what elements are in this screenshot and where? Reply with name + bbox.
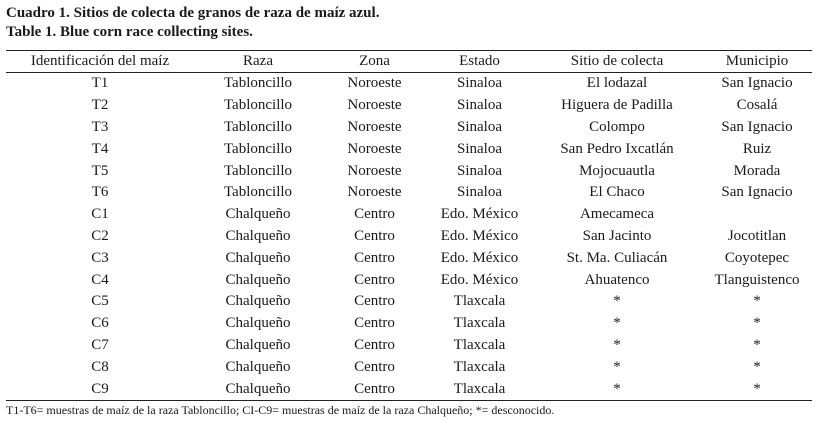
table-row	[6, 138, 812, 160]
cell-race: Tabloncillo	[223, 75, 293, 92]
cell-zone: Noroeste	[347, 75, 402, 92]
cell-race: Chalqueño	[225, 271, 291, 288]
cell-municipality: *	[753, 380, 761, 397]
cell-collecting-site: *	[613, 358, 621, 375]
cell-race: Chalqueño	[225, 336, 291, 353]
table-row	[6, 160, 812, 182]
cell-zone: Centro	[354, 206, 395, 223]
cell-zone: Noroeste	[347, 97, 402, 114]
cell-zone: Centro	[354, 249, 395, 266]
cell-collecting-site: Higuera de Padilla	[561, 97, 673, 114]
cell-state: Edo. México	[440, 206, 519, 223]
cell-municipality: Cosalá	[736, 97, 778, 114]
table-row	[6, 335, 812, 357]
table-row	[6, 117, 812, 139]
column-header-maize-id: Identificación del maíz	[30, 53, 170, 69]
cell-state: Sinaloa	[457, 140, 502, 157]
cell-state: Edo. México	[440, 227, 519, 244]
cell-collecting-site: Mojocuautla	[579, 162, 655, 179]
cell-maize-id: T6	[91, 184, 109, 201]
column-header-collecting-site: Sitio de colecta	[570, 53, 664, 69]
cell-maize-id: C7	[91, 336, 109, 353]
cell-zone: Centro	[354, 380, 395, 397]
cell-race: Tabloncillo	[223, 184, 293, 201]
cell-municipality	[702, 204, 812, 226]
table-row	[6, 95, 812, 117]
cell-state: Sinaloa	[457, 97, 502, 114]
cell-zone: Centro	[354, 315, 395, 332]
table-header-row	[6, 51, 812, 73]
cell-municipality: Morada	[733, 162, 781, 179]
cell-municipality: San Ignacio	[721, 184, 793, 201]
cell-state: Tlaxcala	[453, 315, 506, 332]
table-row	[6, 226, 812, 248]
cell-municipality: *	[753, 336, 761, 353]
cell-maize-id: C9	[91, 380, 109, 397]
cell-collecting-site: *	[613, 380, 621, 397]
cell-maize-id: T2	[91, 97, 109, 114]
cell-municipality: San Ignacio	[721, 75, 793, 92]
cell-state: Tlaxcala	[453, 336, 506, 353]
cell-state: Sinaloa	[457, 75, 502, 92]
cell-zone: Noroeste	[347, 118, 402, 135]
cell-collecting-site: El lodazal	[586, 75, 648, 92]
cell-maize-id: C1	[91, 206, 109, 223]
cell-collecting-site: St. Ma. Culiacán	[566, 249, 668, 266]
cell-race: Tabloncillo	[223, 140, 293, 157]
cell-race: Chalqueño	[225, 380, 291, 397]
cell-municipality: *	[753, 358, 761, 375]
cell-state: Sinaloa	[457, 184, 502, 201]
cell-municipality: *	[753, 315, 761, 332]
cell-collecting-site: San Pedro Ixcatlán	[560, 140, 674, 157]
table-row	[6, 204, 812, 226]
caption-english: Table 1. Blue corn race collecting sites.	[6, 24, 253, 40]
cell-collecting-site: San Jacinto	[582, 227, 652, 244]
cell-race: Tabloncillo	[223, 162, 293, 179]
document	[6, 4, 812, 418]
cell-race: Chalqueño	[225, 206, 291, 223]
cell-collecting-site: Ahuatenco	[584, 271, 650, 288]
cell-race: Chalqueño	[225, 227, 291, 244]
cell-race: Tabloncillo	[223, 97, 293, 114]
caption-spanish: Cuadro 1. Sitios de colecta de granos de raza de maíz azul.	[6, 5, 380, 21]
cell-race: Chalqueño	[225, 315, 291, 332]
cell-municipality: *	[753, 293, 761, 310]
cell-zone: Noroeste	[347, 162, 402, 179]
cell-maize-id: T5	[91, 162, 109, 179]
cell-zone: Centro	[354, 293, 395, 310]
column-header-municipality: Municipio	[725, 53, 789, 69]
cell-maize-id: C5	[91, 293, 109, 310]
cell-state: Sinaloa	[457, 162, 502, 179]
cell-municipality: Tlanguistenco	[714, 271, 800, 288]
cell-collecting-site: El Chaco	[589, 184, 645, 201]
cell-collecting-site: *	[613, 336, 621, 353]
cell-zone: Centro	[354, 227, 395, 244]
cell-municipality: Jocotitlan	[727, 227, 787, 244]
cell-zone: Centro	[354, 271, 395, 288]
cell-municipality: Coyotepec	[724, 249, 790, 266]
collecting-sites-table	[6, 50, 812, 401]
cell-race: Tabloncillo	[223, 118, 293, 135]
cell-zone: Centro	[354, 358, 395, 375]
table-body	[6, 73, 812, 401]
table-row	[6, 356, 812, 378]
cell-maize-id: T4	[91, 140, 109, 157]
cell-collecting-site: *	[613, 315, 621, 332]
cell-municipality: Ruiz	[742, 140, 772, 157]
cell-maize-id: T3	[91, 118, 109, 135]
cell-race: Chalqueño	[225, 249, 291, 266]
cell-collecting-site: Amecameca	[579, 206, 655, 223]
table-footnote: T1-T6= muestras de maíz de la raza Tabloncillo; CI-C9= muestras de maíz de la raza Chalqueño; *= desconocido.	[6, 402, 555, 417]
cell-state: Tlaxcala	[453, 380, 506, 397]
cell-state: Tlaxcala	[453, 358, 506, 375]
cell-maize-id: C2	[91, 227, 109, 244]
cell-state: Edo. México	[440, 271, 519, 288]
column-header-state: Estado	[459, 53, 500, 69]
cell-collecting-site: *	[613, 293, 621, 310]
cell-maize-id: C6	[91, 315, 109, 332]
column-header-zone: Zona	[359, 53, 390, 69]
cell-maize-id: C4	[91, 271, 109, 288]
table-row	[6, 182, 812, 204]
cell-zone: Centro	[354, 336, 395, 353]
cell-zone: Noroeste	[347, 184, 402, 201]
cell-collecting-site: Colompo	[589, 118, 645, 135]
table-row	[6, 269, 812, 291]
table-row	[6, 73, 812, 95]
cell-maize-id: T1	[91, 75, 109, 92]
cell-state: Sinaloa	[457, 118, 502, 135]
cell-maize-id: C3	[91, 249, 109, 266]
column-header-race: Raza	[243, 53, 273, 69]
cell-zone: Noroeste	[347, 140, 402, 157]
cell-race: Chalqueño	[225, 358, 291, 375]
table-row	[6, 247, 812, 269]
table-row	[6, 378, 812, 400]
cell-state: Tlaxcala	[453, 293, 506, 310]
table-row	[6, 313, 812, 335]
cell-maize-id: C8	[91, 358, 109, 375]
cell-municipality: San Ignacio	[721, 118, 793, 135]
cell-state: Edo. México	[440, 249, 519, 266]
cell-race: Chalqueño	[225, 293, 291, 310]
table-row	[6, 291, 812, 313]
